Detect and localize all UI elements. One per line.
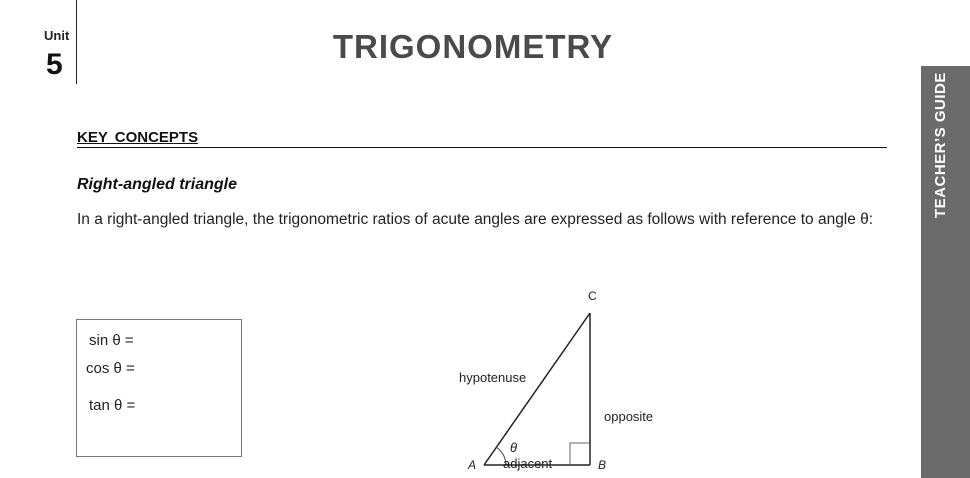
opposite-label: opposite [604, 409, 654, 424]
adjacent-label: adjacent [503, 456, 553, 471]
section-heading: KEY CONCEPTS [77, 129, 199, 146]
unit-number: 5 [46, 48, 63, 81]
side-tab-label: TEACHER’S GUIDE [932, 72, 949, 218]
unit-label: Unit [44, 28, 70, 43]
hypotenuse-side [484, 313, 590, 465]
intro-paragraph: In a right-angled triangle, the trigonometric ratios of acute angles are expressed as follows with reference to angle θ: [77, 211, 874, 228]
section-divider [77, 147, 887, 148]
right-triangle-diagram [440, 282, 680, 478]
ratio-box [76, 319, 242, 457]
page-title: TRIGONOMETRY [332, 28, 614, 65]
cos-ratio: cos θ = [86, 360, 135, 377]
vertex-b-label: B [598, 458, 607, 472]
subheading: Right-angled triangle [77, 176, 237, 193]
vertex-c-label: C [588, 289, 597, 303]
sin-ratio: sin θ = [89, 332, 134, 349]
hypotenuse-label: hypotenuse [459, 370, 527, 385]
vertex-a-label: A [468, 458, 477, 472]
right-angle-marker [570, 443, 590, 465]
angle-label: θ [510, 440, 518, 455]
tan-ratio: tan θ = [89, 397, 136, 414]
